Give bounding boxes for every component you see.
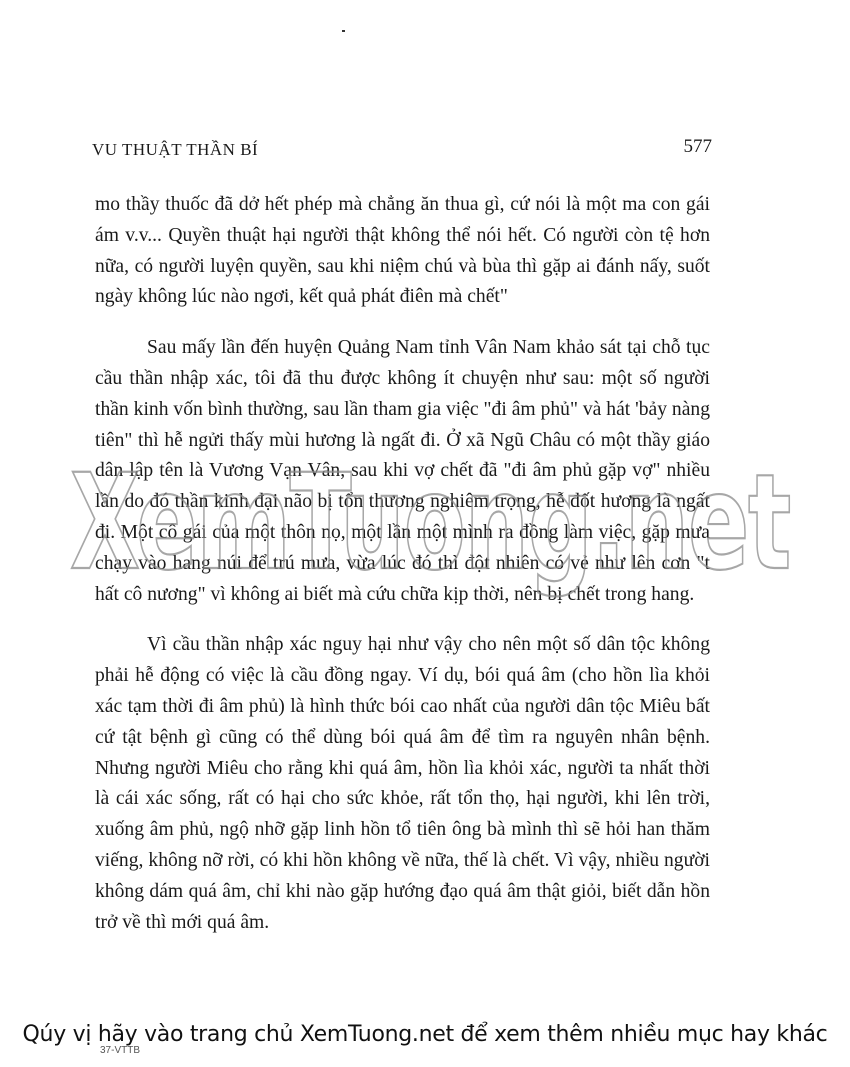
page-number: 577 xyxy=(683,136,712,157)
body-text xyxy=(95,190,710,958)
page-header xyxy=(92,136,712,166)
scan-speck xyxy=(342,30,345,32)
paragraph-3: Vì cầu thần nhập xác nguy hại như vậy cho nên một số dân tộc không phải hễ động có việc là cầu đồng ngay. Ví dụ, bói quá âm (cho hồn lìa khỏi xác tạm thời đi âm phủ) là hình thức bói cao nhất của người dân tộc Miêu bất cứ tật bệnh gì cũng có thể dùng bói quá âm để tìm ra nguyên nhân bệnh. Nhưng người Miêu cho rằng khi quá âm, hồn lìa khỏi xác, người ta nhất thời là cái xác sống, rất có hại cho sức khỏe, rất tổn thọ, hại người, khi lên trời, xuống âm phủ, ngộ nhỡ gặp linh hồn tổ tiên ông bà mình thì sẽ hỏi han thăm viếng, không nỡ rời, có khi hồn không về nữa, thế là chết. Vì vậy, nhiều người không dám quá âm, chỉ khi nào gặp hướng đạo quá âm thật giỏi, biết dẫn hồn trở về thì mới quá âm. xyxy=(95,634,710,933)
paragraph-2: Sau mấy lần đến huyện Quảng Nam tỉnh Vân Nam khảo sát tại chỗ tục cầu thần nhập xác, tôi đã thu được không ít chuyện như sau: một số người thần kinh vốn bình thường, sau lần tham gia việc "đi âm phủ" và hát 'bảy nàng tiên" thì hễ ngửi thấy mùi hương là ngất đi. Ở xã Ngũ Châu có một thầy giáo dân lập tên là Vương Vạn Vân, sau khi vợ chết đã "đi âm phủ gặp vợ" nhiều lần do đó thần kinh đại não bị tổn thương nghiêm trọng, hễ đốt hương là ngất đi. Một cô gái của một thôn nọ, một lần một mình ra đồng làm việc, gặp mưa chạy vào hang núi để trú mưa, vừa lúc đó thì đột nhiên có vẻ như lên cơn "t hất cô nương" vì không ai biết mà cứu chữa kịp thời, nên bị chết trong hang. xyxy=(95,337,710,605)
watermark-text: XemTuong.net xyxy=(70,450,790,600)
running-title: VU THUẬT THẦN BÍ xyxy=(92,140,259,159)
footer-banner: Qúy vị hãy vào trang chủ XemTuong.net để xem thêm nhiều mục hay khác xyxy=(22,1022,828,1047)
paragraph-1: mo thầy thuốc đã dở hết phép mà chẳng ăn thua gì, cứ nói là một ma con gái ám v.v... Quyền thuật hại người thật không thể nói hết. Có người còn tệ hơn nữa, có người luyện quyền, sau khi niệm chú và bùa thì gặp ai đánh nấy, suốt ngày không lúc nào ngơi, kết quả phát điên mà chết" xyxy=(95,194,710,308)
print-stamp: 37-VTTB xyxy=(100,1045,141,1056)
